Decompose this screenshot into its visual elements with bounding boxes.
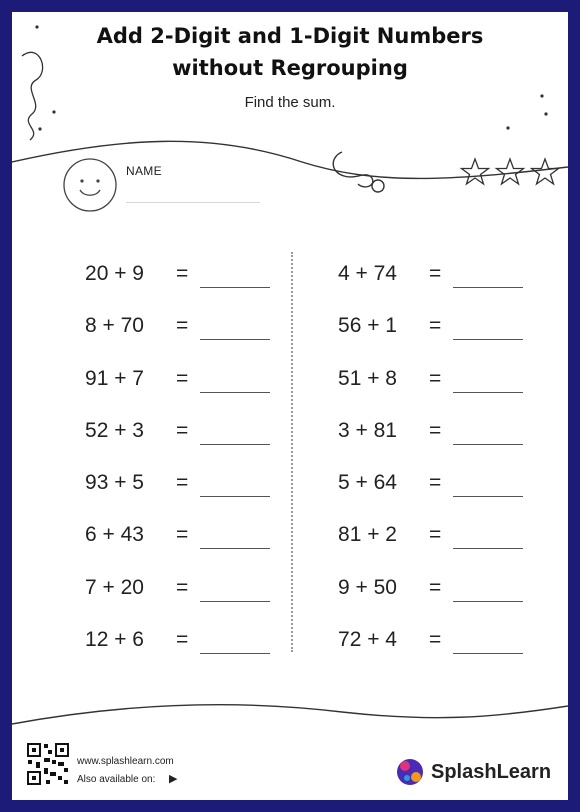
smiley-face-icon <box>62 157 118 213</box>
addition-expression: 4 + 74 <box>338 262 397 285</box>
problem-right-3 <box>277 367 517 407</box>
addition-expression: 20 + 9 <box>85 262 144 285</box>
problem-left-4 <box>24 419 264 459</box>
answer-blank[interactable] <box>453 339 523 340</box>
addition-expression: 93 + 5 <box>85 471 144 494</box>
addition-expression: 5 + 64 <box>338 471 397 494</box>
addition-expression: 6 + 43 <box>85 523 144 546</box>
addition-expression: 72 + 4 <box>338 628 397 651</box>
answer-blank[interactable] <box>200 548 270 549</box>
equals-sign: = <box>429 314 442 337</box>
answer-blank[interactable] <box>453 287 523 288</box>
equals-sign: = <box>176 367 189 390</box>
addition-expression: 51 + 8 <box>338 367 397 390</box>
answer-blank[interactable] <box>200 653 270 654</box>
problem-left-2 <box>24 314 264 354</box>
play-store-icon[interactable]: ▶ <box>168 773 178 785</box>
splashlearn-logo[interactable] <box>395 757 555 789</box>
problem-right-5 <box>277 471 517 511</box>
answer-blank[interactable] <box>453 392 523 393</box>
addition-expression: 12 + 6 <box>85 628 144 651</box>
answer-blank[interactable] <box>200 392 270 393</box>
addition-expression: 91 + 7 <box>85 367 144 390</box>
answer-blank[interactable] <box>453 444 523 445</box>
available-on-text: Also available on: <box>77 774 156 785</box>
problem-left-1 <box>24 262 264 302</box>
worksheet-page <box>12 12 568 800</box>
name-field[interactable] <box>126 202 260 203</box>
equals-sign: = <box>429 419 442 442</box>
problem-left-8 <box>24 628 264 668</box>
worksheet-title-line2: without Regrouping <box>172 56 408 80</box>
equals-sign: = <box>176 471 189 494</box>
answer-blank[interactable] <box>200 339 270 340</box>
problem-left-5 <box>24 471 264 511</box>
answer-blank[interactable] <box>453 653 523 654</box>
answer-blank[interactable] <box>200 496 270 497</box>
rating-stars-icon <box>458 156 562 190</box>
answer-blank[interactable] <box>453 496 523 497</box>
addition-expression: 9 + 50 <box>338 576 397 599</box>
answer-blank[interactable] <box>200 444 270 445</box>
available-on-label <box>77 772 177 785</box>
problem-left-6 <box>24 523 264 563</box>
equals-sign: = <box>176 262 189 285</box>
problem-right-4 <box>277 419 517 459</box>
addition-expression: 52 + 3 <box>85 419 144 442</box>
addition-expression: 7 + 20 <box>85 576 144 599</box>
addition-expression: 81 + 2 <box>338 523 397 546</box>
equals-sign: = <box>176 576 189 599</box>
problem-left-3 <box>24 367 264 407</box>
answer-blank[interactable] <box>453 601 523 602</box>
problem-right-1 <box>277 262 517 302</box>
qr-code-icon[interactable] <box>26 742 70 786</box>
instructions: Find the sum. <box>244 94 336 111</box>
name-label: NAME <box>126 164 162 178</box>
splashlearn-logo-icon <box>395 757 425 787</box>
addition-expression: 56 + 1 <box>338 314 397 337</box>
addition-expression: 8 + 70 <box>85 314 144 337</box>
problem-right-8 <box>277 628 517 668</box>
problem-right-7 <box>277 576 517 616</box>
website-link[interactable]: www.splashlearn.com <box>77 756 174 767</box>
brand-name: SplashLearn <box>431 761 552 783</box>
answer-blank[interactable] <box>200 287 270 288</box>
equals-sign: = <box>176 628 189 651</box>
equals-sign: = <box>429 471 442 494</box>
equals-sign: = <box>176 523 189 546</box>
equals-sign: = <box>429 367 442 390</box>
problem-left-7 <box>24 576 264 616</box>
addition-expression: 3 + 81 <box>338 419 397 442</box>
equals-sign: = <box>429 576 442 599</box>
worksheet-title-line1: Add 2-Digit and 1-Digit Numbers <box>96 24 484 48</box>
answer-blank[interactable] <box>200 601 270 602</box>
problem-right-2 <box>277 314 517 354</box>
equals-sign: = <box>429 523 442 546</box>
equals-sign: = <box>429 262 442 285</box>
answer-blank[interactable] <box>453 548 523 549</box>
problem-right-6 <box>277 523 517 563</box>
equals-sign: = <box>176 314 189 337</box>
equals-sign: = <box>176 419 189 442</box>
equals-sign: = <box>429 628 442 651</box>
